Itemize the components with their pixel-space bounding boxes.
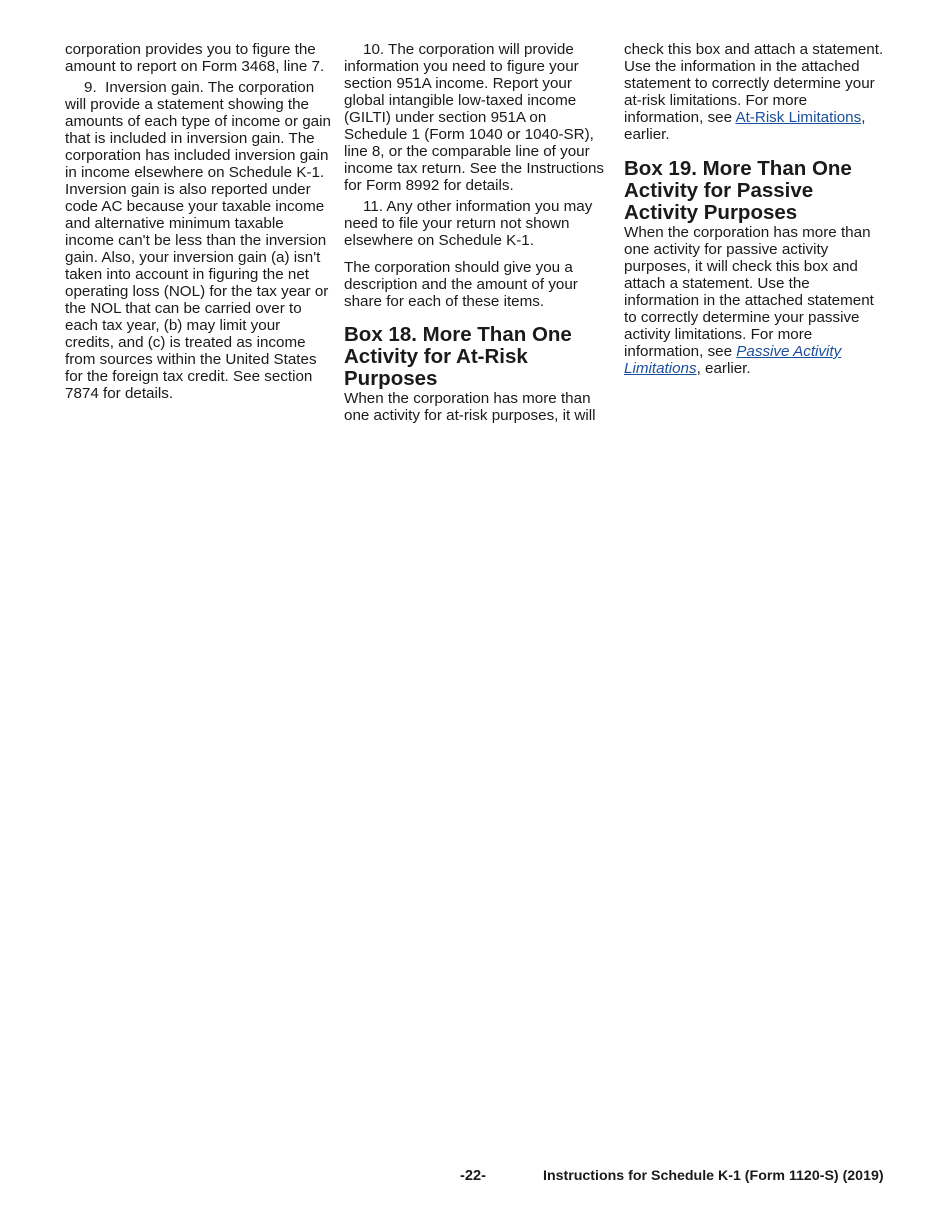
link-passive-activity-limitations[interactable]: Passive Activity Limitations bbox=[624, 343, 842, 377]
heading-box-19: Box 19. More Than One Activity for Passive Activity Purposes bbox=[624, 157, 852, 224]
paragraph-box-19: When the corporation has more than one activity for passive activity purposes, it will check this box and attach a statement. Use the information in the attached statement to correctly determine your passive activity limitations. For more information, see Passive Activity Limitations, earlier. bbox=[624, 224, 874, 377]
column-1 bbox=[65, 41, 333, 406]
paragraph-other-information: 11. Any other information you may need to file your return not shown elsewhere on Schedule K-1. bbox=[344, 198, 593, 249]
column-3 bbox=[624, 41, 886, 381]
heading-box-18: Box 18. More Than One Activity for At-Risk Purposes bbox=[344, 323, 572, 390]
page-number: -22- bbox=[460, 1168, 486, 1184]
paragraph-inversion-gain: 9. Inversion gain. The corporation will provide a statement showing the amounts of each type of income or gain that is included in inversion gain. The corporation has included inversion gain in income elsewhere on Schedule K-1. Inversion gain is also reported under code AC because your taxable income and alternative minimum taxable income can't be less than the inversion gain. Also, your inversion gain (a) isn't taken into account in figuring the net operating loss (NOL) for the tax year or the NOL that can be carried over to each tax year, (b) may limit your credits, and (c) is treated as income from sources within the United States for the foreign tax credit. See section 7874 for details. bbox=[65, 79, 331, 402]
link-at-risk-limitations[interactable]: At-Risk Limitations bbox=[735, 109, 862, 126]
paragraph-box-18: When the corporation has more than one activity for at-risk purposes, it will bbox=[344, 390, 596, 424]
paragraph-description: The corporation should give you a description and the amount of your share for each of these items. bbox=[344, 259, 578, 310]
paragraph-box-18-continued: check this box and attach a statement. Use the information in the attached statement to correctly determine your at-risk limitations. For more information, see At-Risk Limitations, earlier. bbox=[624, 41, 884, 143]
column-2 bbox=[344, 41, 612, 428]
paragraph-section-951a: 10. The corporation will provide information you need to figure your section 951A income. Report your global intangible low-taxed income (GILTI) under section 951A on Schedule 1 (Form 1040 or 1040-SR), line 8, or the comparable line of your income tax return. See the Instructions for Form 8992 for details. bbox=[344, 41, 605, 194]
paragraph-form-3468: corporation provides you to figure the amount to report on Form 3468, line 7. bbox=[65, 41, 325, 75]
footer-title: Instructions for Schedule K-1 (Form 1120-S) (2019) bbox=[543, 1168, 884, 1184]
